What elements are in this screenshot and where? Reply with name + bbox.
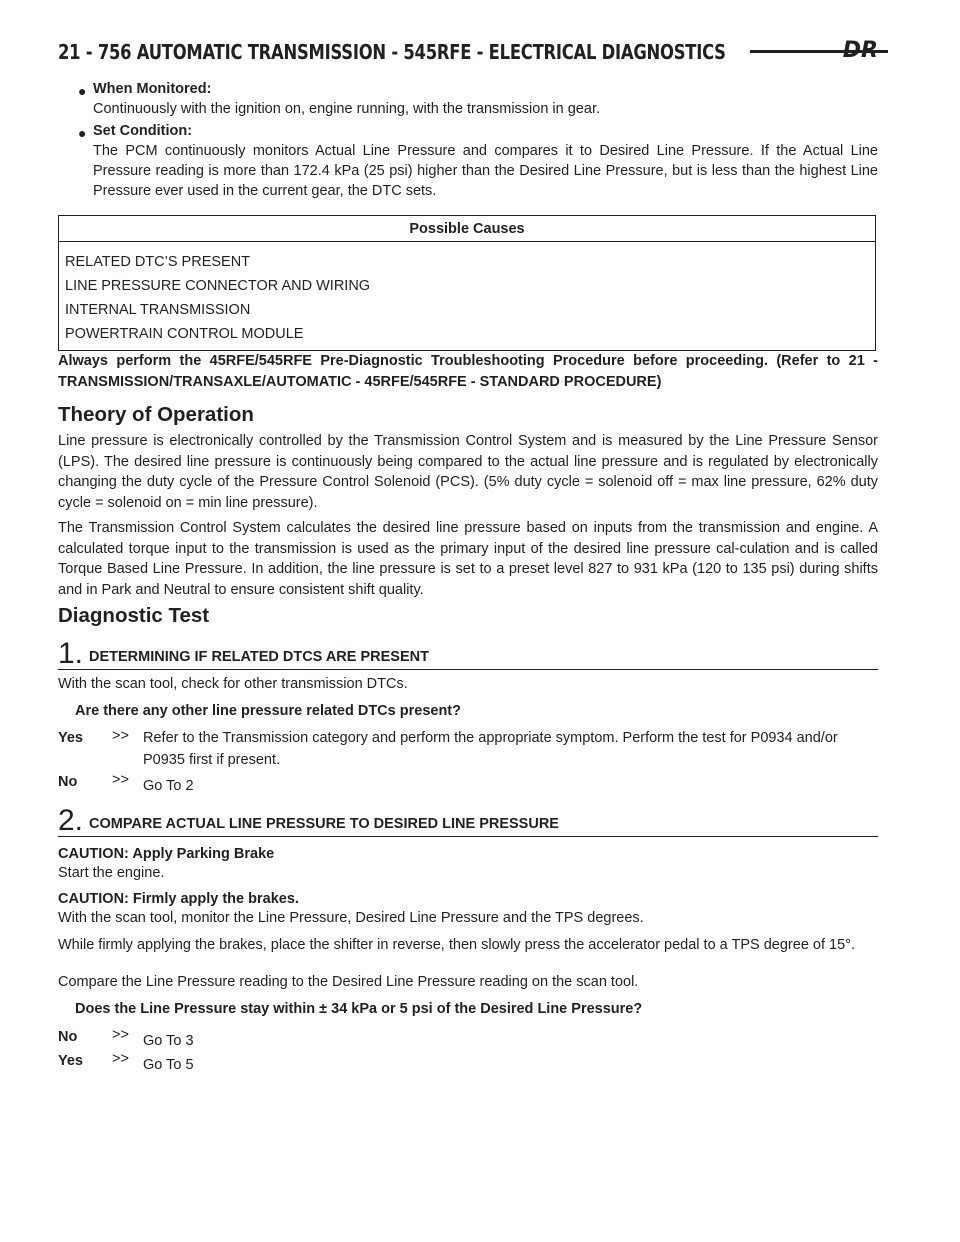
yes-action: Refer to the Transmission category and perform the appropriate symptom. Perform the test for P0934 and/or P0935 first if present. bbox=[143, 730, 838, 768]
theory-paragraph-2: The Transmission Control System calculates the desired line pressure based on inputs from the transmission and engine. A calculated torque input to the transmission is used as the primary input of the desired line pressure cal-culation and is called Torque Based Line Pressure. In addition, the line pressure is set to a preset level 827 to 931 kPa (120 to 135 psi) during shifts and in Park and Neutral to ensure consistent shift quality. bbox=[58, 520, 878, 598]
step-1-header bbox=[58, 637, 878, 670]
page-header bbox=[58, 38, 878, 66]
arrow-icon: >> bbox=[112, 1027, 129, 1043]
step-1-question: Are there any other line pressure related DTCs present? bbox=[75, 703, 461, 719]
diagnostic-heading: Diagnostic Test bbox=[58, 604, 210, 627]
set-condition-label: Set Condition: bbox=[93, 123, 193, 139]
step-2-line-2: With the scan tool, monitor the Line Pressure, Desired Line Pressure and the TPS degrees. bbox=[58, 910, 644, 926]
step-title: DETERMINING IF RELATED DTCS ARE PRESENT bbox=[89, 649, 429, 665]
when-monitored-text: Continuously with the ignition on, engine running, with the transmission in gear. bbox=[93, 101, 600, 117]
caution-firm-brakes: CAUTION: Firmly apply the brakes. bbox=[58, 891, 299, 907]
theory-heading: Theory of Operation bbox=[58, 403, 254, 426]
no-label: No bbox=[58, 1029, 78, 1045]
step-2-header bbox=[58, 804, 878, 837]
cause-item: RELATED DTC’S PRESENT bbox=[65, 254, 251, 270]
arrow-icon: >> bbox=[112, 1051, 129, 1067]
cause-item: INTERNAL TRANSMISSION bbox=[65, 302, 251, 318]
step-2-line-1: Start the engine. bbox=[58, 865, 165, 881]
yes-action: Go To 5 bbox=[143, 1057, 194, 1073]
step-2-line-3: While firmly applying the brakes, place the shifter in reverse, then slowly press the accelerator pedal to a TPS degree of 15°. bbox=[58, 937, 855, 953]
step-1-text: With the scan tool, check for other transmission DTCs. bbox=[58, 676, 408, 692]
cause-item: LINE PRESSURE CONNECTOR AND WIRING bbox=[65, 278, 371, 294]
step-2-question: Does the Line Pressure stay within ± 34 kPa or 5 psi of the Desired Line Pressure? bbox=[75, 1001, 643, 1017]
no-action: Go To 3 bbox=[143, 1033, 194, 1049]
no-action: Go To 2 bbox=[143, 778, 194, 794]
when-monitored-label: When Monitored: bbox=[93, 81, 212, 97]
header-badge: DR bbox=[842, 38, 878, 63]
caution-parking-brake: CAUTION: Apply Parking Brake bbox=[58, 846, 275, 862]
cause-item: POWERTRAIN CONTROL MODULE bbox=[65, 326, 304, 342]
header-title: 21 - 756 AUTOMATIC TRANSMISSION - 545RFE - ELECTRICAL DIAGNOSTICS bbox=[58, 40, 726, 64]
yes-label: Yes bbox=[58, 1053, 83, 1069]
bullet-icon: ● bbox=[78, 83, 87, 99]
no-label: No bbox=[58, 774, 78, 790]
step-title: COMPARE ACTUAL LINE PRESSURE TO DESIRED LINE PRESSURE bbox=[89, 816, 559, 832]
yes-label: Yes bbox=[58, 730, 83, 746]
step-2-line-4: Compare the Line Pressure reading to the Desired Line Pressure reading on the scan tool. bbox=[58, 974, 639, 990]
causes-header: Possible Causes bbox=[59, 216, 876, 242]
arrow-icon: >> bbox=[112, 772, 129, 788]
theory-paragraph-1: Line pressure is electronically controlled by the Transmission Control System and is measured by the Line Pressure Sensor (LPS). The desired line pressure is continuously being compared to the actual line pressure and is regulated by electronically changing the duty cycle of the Pressure Control Solenoid (PCS). (5% duty cycle = solenoid off = max line pressure, 62% duty cycle = solenoid on = min line pressure). bbox=[58, 433, 878, 511]
step-number: 2. bbox=[58, 804, 84, 837]
set-condition-text: The PCM continuously monitors Actual Line Pressure and compares it to Desired Line Pressure. If the Actual Line Pressure reading is more than 172.4 kPa (25 psi) higher than the Desired Line Pressure, but is less than the highest Line Pressure ever used in the current gear, the DTC sets. bbox=[93, 143, 878, 199]
arrow-icon: >> bbox=[112, 728, 129, 744]
possible-causes-table bbox=[58, 215, 876, 351]
step-number: 1. bbox=[58, 637, 84, 670]
pre-diagnostic-note: Always perform the 45RFE/545RFE Pre-Diagnostic Troubleshooting Procedure before proceeding. (Refer to 21 - TRANSMISSION/TRANSAXLE/AUTOMATIC - 45RFE/545RFE - STANDARD PROCEDURE) bbox=[58, 353, 878, 390]
bullet-icon: ● bbox=[78, 125, 87, 141]
